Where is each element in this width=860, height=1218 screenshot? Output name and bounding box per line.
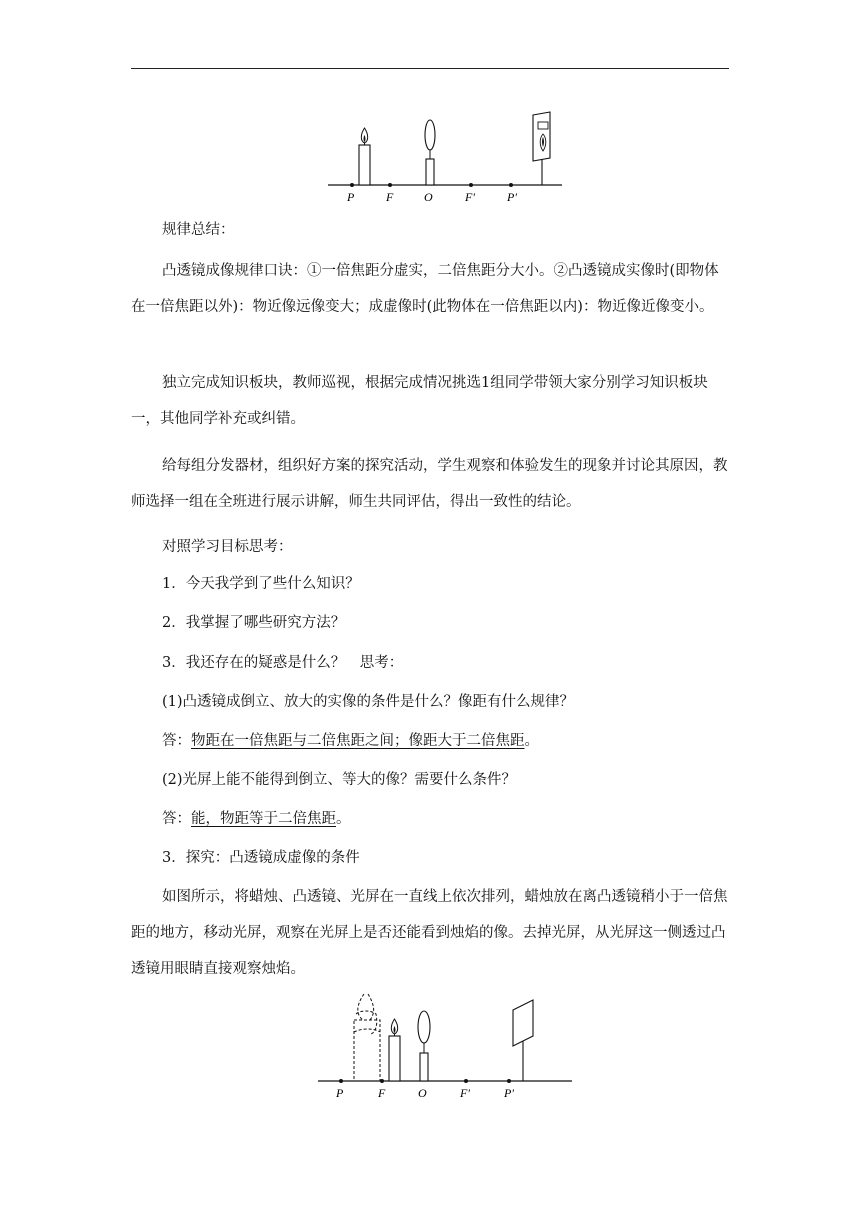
- screen: [513, 1000, 533, 1046]
- label-o: O: [418, 1086, 427, 1100]
- explore-title: 3．探究：凸透镜成虚像的条件: [162, 850, 360, 866]
- answer-1: 答：物距在一倍焦距与二倍焦距之间；像距大于二倍焦距。: [162, 733, 539, 749]
- candle: [359, 145, 370, 185]
- sub-question-1: (1)凸透镜成倒立、放大的实像的条件是什么？像距有什么规律？: [162, 694, 575, 710]
- sub-question-2: (2)光屏上能不能得到倒立、等大的像？需要什么条件？: [162, 772, 517, 788]
- question-3: 3．我还存在的疑惑是什么？ 思考：: [162, 655, 404, 671]
- candle: [389, 1036, 400, 1081]
- label-p-prime: P′: [507, 190, 517, 204]
- question-2: 2．我掌握了哪些研究方法？: [162, 615, 346, 631]
- lens: [425, 120, 435, 150]
- label-o: O: [424, 190, 433, 204]
- para-equipment: 给每组分发器材，组织好方案的探究活动，学生观察和体验发生的现象并讨论其原因，教师选择一组在全班进行展示讲解，师生共同评估，得出一致性的结论。: [131, 458, 728, 510]
- label-p-prime: P′: [504, 1086, 514, 1100]
- label-f-prime: F′: [465, 190, 475, 204]
- label-p: P: [336, 1086, 344, 1100]
- answer-1-underlined: 物距在一倍焦距与二倍焦距之间；像距大于二倍焦距: [191, 733, 525, 749]
- header-rule: [131, 68, 729, 69]
- rule-text: 凸透镜成像规律口诀：①一倍焦距分虚实，二倍焦距分大小。②凸透镜成实像时(即物体在一倍焦距以外)：物近像远像变大；成虚像时(此物体在一倍焦距以内)：物近像近像变小。: [131, 263, 719, 315]
- answer-2-underlined: 能，物距等于二倍焦距: [191, 811, 336, 827]
- label-f-prime: F′: [460, 1086, 470, 1100]
- virtual-image: [354, 1020, 380, 1081]
- figure-lens-virtual-image: [316, 990, 576, 1100]
- explore-text: 如图所示，将蜡烛、凸透镜、光屏在一直线上依次排列，蜡烛放在离凸透镜稍小于一倍焦距的地方，移动光屏，观察在光屏上是否还能看到烛焰的像。去掉光屏，从光屏这一侧透过凸透镜用眼睛直接观察烛焰。: [131, 889, 728, 977]
- answer-2: 答：能，物距等于二倍焦距。: [162, 811, 351, 827]
- label-f: F: [386, 190, 394, 204]
- para-independent: 独立完成知识板块，教师巡视，根据完成情况挑选1组同学带领大家分别学习知识板块一，其他同学补充或纠错。: [131, 375, 708, 427]
- reflect-label: 对照学习目标思考：: [162, 539, 293, 555]
- label-p: P: [347, 190, 355, 204]
- figure-lens-real-image: [320, 108, 570, 208]
- label-f: F: [378, 1086, 386, 1100]
- summary-label: 规律总结：: [162, 222, 235, 238]
- lens: [418, 1011, 430, 1043]
- question-1: 1．今天我学到了些什么知识？: [162, 576, 360, 592]
